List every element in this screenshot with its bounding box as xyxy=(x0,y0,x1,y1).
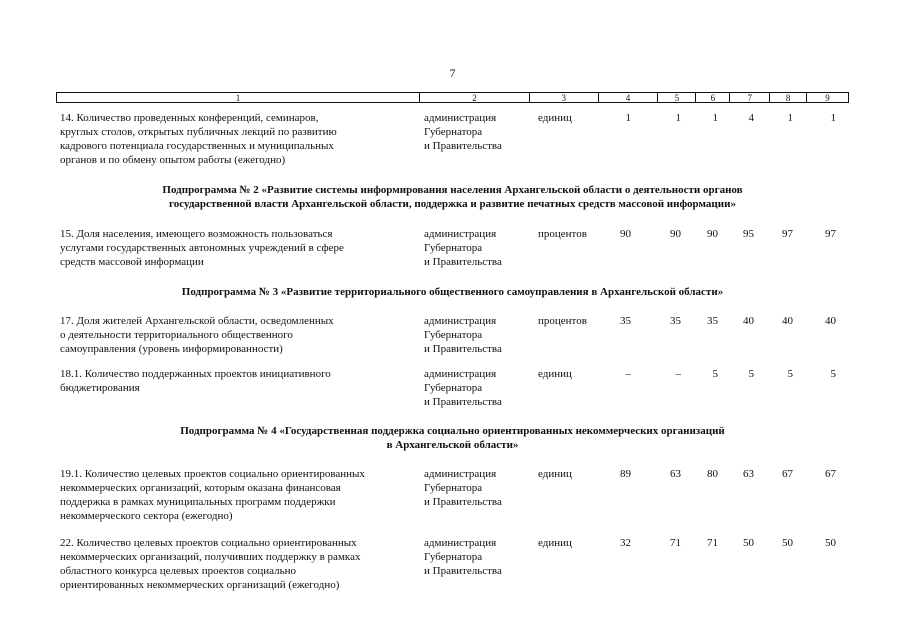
value-7: 63 xyxy=(743,468,754,480)
section-heading: Подпрограмма № 2 «Развитие системы информирования населения Архангельской области о деятельности органов государственной власти Архангельской области, поддержка и развитие печатных средств массовой информации» xyxy=(162,184,743,210)
value-6: 35 xyxy=(707,315,718,327)
value-6: 1 xyxy=(712,112,718,124)
value-5: 71 xyxy=(670,537,681,549)
value-9: 1 xyxy=(830,112,836,124)
value-4: 32 xyxy=(620,537,631,549)
value-4: 35 xyxy=(620,315,631,327)
responsible-body: администрация Губернатора и Правительства xyxy=(424,112,502,152)
value-5: 1 xyxy=(675,112,681,124)
unit: единиц xyxy=(538,112,572,124)
value-4: 1 xyxy=(625,112,631,124)
header-col-6: 6 xyxy=(695,93,729,102)
value-8: 67 xyxy=(782,468,793,480)
section-heading: Подпрограмма № 4 «Государственная поддержка социально ориентированных некоммерческих организаций в Архангельской области» xyxy=(180,425,725,451)
value-7: 95 xyxy=(743,228,754,240)
unit: единиц xyxy=(538,537,572,549)
indicator-text: 22. Количество целевых проектов социально ориентированных некоммерческих организаций, получивших поддержку в рамках областного конкурса целевых проектов социально ориентированных некоммерческих организаций (ежегодно) xyxy=(60,537,361,591)
value-7: 40 xyxy=(743,315,754,327)
header-col-8: 8 xyxy=(769,93,806,102)
header-col-1: 1 xyxy=(235,93,241,103)
value-9: 40 xyxy=(825,315,836,327)
value-5: 90 xyxy=(670,228,681,240)
value-8: 1 xyxy=(787,112,793,124)
value-9: 50 xyxy=(825,537,836,549)
indicator-text: 15. Доля населения, имеющего возможность пользоваться услугами государственных автономных учреждений в сфере средств массовой информации xyxy=(60,228,344,268)
value-8: 40 xyxy=(782,315,793,327)
value-6: 80 xyxy=(707,468,718,480)
value-9: 97 xyxy=(825,228,836,240)
value-9: 67 xyxy=(825,468,836,480)
indicator-text: 18.1. Количество поддержанных проектов инициативного бюджетирования xyxy=(60,368,331,394)
header-col-2: 2 xyxy=(419,93,529,102)
value-5: – xyxy=(675,368,681,380)
unit: процентов xyxy=(538,228,587,240)
header-col-7: 7 xyxy=(729,93,769,102)
header-col-4: 4 xyxy=(598,93,658,102)
unit: процентов xyxy=(538,315,587,327)
value-4: – xyxy=(625,368,631,380)
value-8: 5 xyxy=(787,368,793,380)
value-5: 63 xyxy=(670,468,681,480)
unit: единиц xyxy=(538,468,572,480)
indicator-text: 17. Доля жителей Архангельской области, осведомленных о деятельности территориального общественного самоуправления (уровень информированности) xyxy=(60,315,334,355)
value-6: 90 xyxy=(707,228,718,240)
responsible-body: администрация Губернатора и Правительства xyxy=(424,368,502,408)
value-6: 5 xyxy=(712,368,718,380)
header-col-9: 9 xyxy=(806,93,848,102)
header-col-5: 5 xyxy=(657,93,695,102)
value-8: 97 xyxy=(782,228,793,240)
table-header xyxy=(56,92,849,103)
page-number: 7 xyxy=(449,66,456,80)
value-4: 89 xyxy=(620,468,631,480)
header-col-3: 3 xyxy=(529,93,598,102)
unit: единиц xyxy=(538,368,572,380)
indicator-text: 14. Количество проведенных конференций, семинаров, круглых столов, открытых публичных лекций по развитию кадрового потенциала государственных и муниципальных органов и по обмену опытом работы (ежегодно) xyxy=(60,112,337,166)
responsible-body: администрация Губернатора и Правительства xyxy=(424,315,502,355)
value-7: 50 xyxy=(743,537,754,549)
value-7: 5 xyxy=(748,368,754,380)
value-4: 90 xyxy=(620,228,631,240)
indicator-text: 19.1. Количество целевых проектов социально ориентированных некоммерческих организаций, которым оказана финансовая поддержка в рамках муниципальных программ поддержки некоммерческого сектора (ежегодно) xyxy=(60,468,365,522)
value-6: 71 xyxy=(707,537,718,549)
section-heading: Подпрограмма № 3 «Развитие территориального общественного самоуправления в Архангельской области» xyxy=(181,286,724,298)
responsible-body: администрация Губернатора и Правительства xyxy=(424,537,502,577)
value-9: 5 xyxy=(830,368,836,380)
value-5: 35 xyxy=(670,315,681,327)
responsible-body: администрация Губернатора и Правительства xyxy=(424,228,502,268)
responsible-body: администрация Губернатора и Правительства xyxy=(424,468,502,508)
value-8: 50 xyxy=(782,537,793,549)
value-7: 4 xyxy=(748,112,754,124)
